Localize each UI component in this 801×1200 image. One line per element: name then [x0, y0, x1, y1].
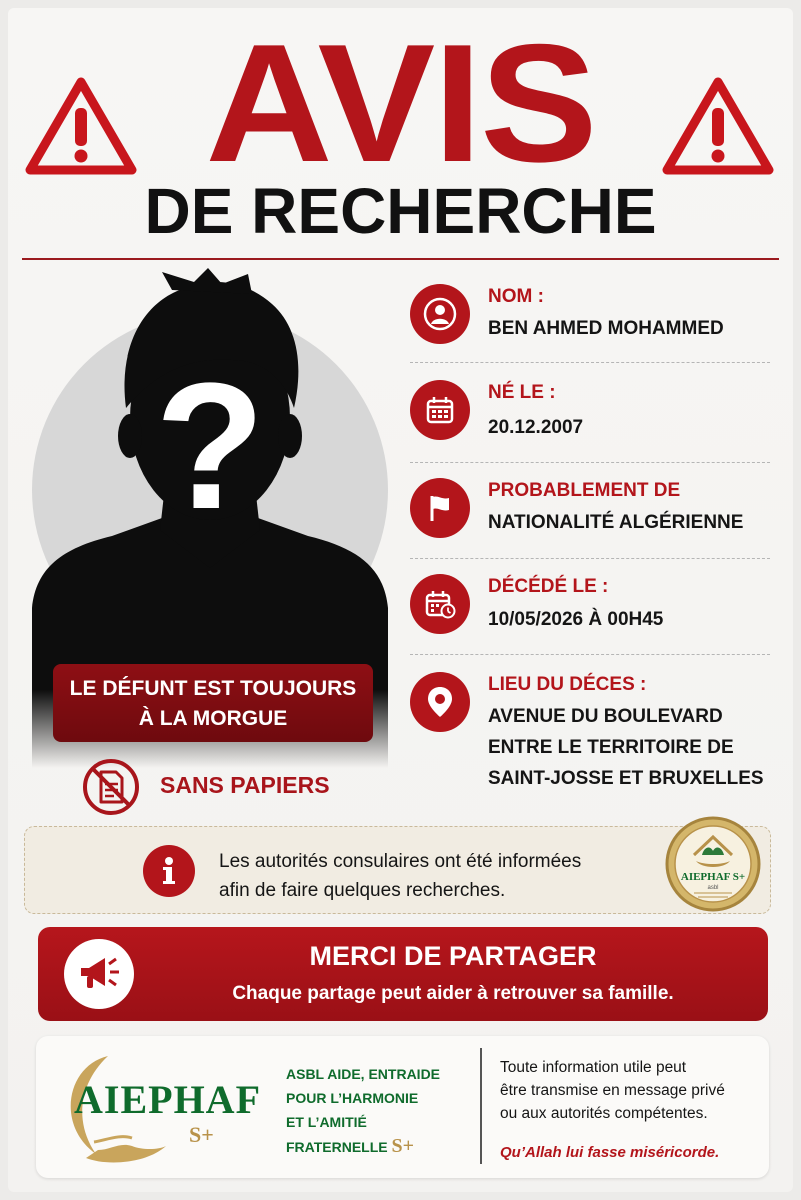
share-heading: MERCI DE PARTAGER — [309, 941, 597, 971]
association-line: POUR L’HARMONIE — [286, 1090, 419, 1106]
detail-label: DÉCÉDÉ LE : — [488, 576, 609, 597]
association-suffix: S+ — [391, 1135, 415, 1157]
contact-line: être transmise en message privé — [500, 1082, 725, 1099]
contact-text — [500, 1056, 760, 1125]
detail-value: AVENUE DU BOULEVARD — [488, 706, 723, 727]
share-banner — [38, 927, 768, 1021]
page-subtitle: DE RECHERCHE — [144, 175, 657, 247]
footer-divider — [480, 1048, 482, 1164]
calendar-icon — [410, 380, 470, 440]
divider — [410, 654, 770, 655]
detail-label: NOM : — [488, 286, 544, 307]
consulate-info-text — [219, 847, 689, 905]
detail-value: SAINT-JOSSE ET BRUXELLES — [488, 768, 764, 789]
detail-label: NÉ LE : — [488, 382, 556, 403]
calendar-clock-icon — [410, 574, 470, 634]
consulate-info-box — [24, 826, 771, 914]
association-line: ASBL AIDE, ENTRAIDE — [286, 1066, 441, 1082]
header-divider — [22, 258, 779, 260]
detail-value: ENTRE LE TERRITOIRE DE — [488, 737, 734, 758]
association-line: ET L’AMITIÉ — [286, 1114, 367, 1130]
megaphone-icon — [64, 939, 134, 1009]
no-document-icon — [80, 756, 142, 818]
association-line: FRATERNELLE — [286, 1139, 388, 1155]
morgue-status-line: LE DÉFUNT EST TOUJOURS — [69, 677, 357, 700]
info-icon — [143, 845, 195, 897]
detail-value: NATIONALITÉ ALGÉRIENNE — [488, 512, 744, 533]
morgue-status-label — [53, 664, 373, 742]
detail-label: LIEU DU DÉCES : — [488, 674, 647, 695]
detail-value: 20.12.2007 — [488, 417, 584, 438]
morgue-status-line: À LA MORGUE — [138, 707, 288, 730]
prayer-text: Qu’Allah lui fasse miséricorde. — [500, 1144, 720, 1161]
detail-value: BEN AHMED MOHAMMED — [488, 318, 724, 339]
seal-name: AIEPHAF S+ — [680, 871, 746, 883]
detail-label: PROBABLEMENT DE — [488, 480, 681, 501]
info-line: afin de faire quelques recherches. — [219, 880, 506, 901]
logo-wordmark: AIEPHAF — [74, 1077, 261, 1122]
divider — [410, 462, 770, 463]
papers-status: SANS PAPIERS — [160, 772, 330, 798]
contact-line: Toute information utile peut — [500, 1059, 687, 1076]
divider — [410, 362, 770, 363]
share-subtext: Chaque partage peut aider à retrouver sa famille. — [232, 983, 674, 1004]
location-pin-icon — [410, 672, 470, 732]
flag-icon — [410, 478, 470, 538]
seal-sub: asbl — [707, 885, 719, 891]
logo-suffix: S+ — [189, 1122, 214, 1147]
association-seal-logo — [664, 815, 762, 913]
user-icon — [410, 284, 470, 344]
association-name — [286, 1062, 466, 1159]
page-title: AVIS — [205, 9, 596, 197]
detail-value: 10/05/2026 À 00H45 — [488, 609, 664, 630]
svg-text:?: ? — [155, 346, 265, 547]
divider — [410, 558, 770, 559]
info-line: Les autorités consulaires ont été informées — [219, 851, 582, 872]
contact-line: ou aux autorités compétentes. — [500, 1105, 708, 1122]
